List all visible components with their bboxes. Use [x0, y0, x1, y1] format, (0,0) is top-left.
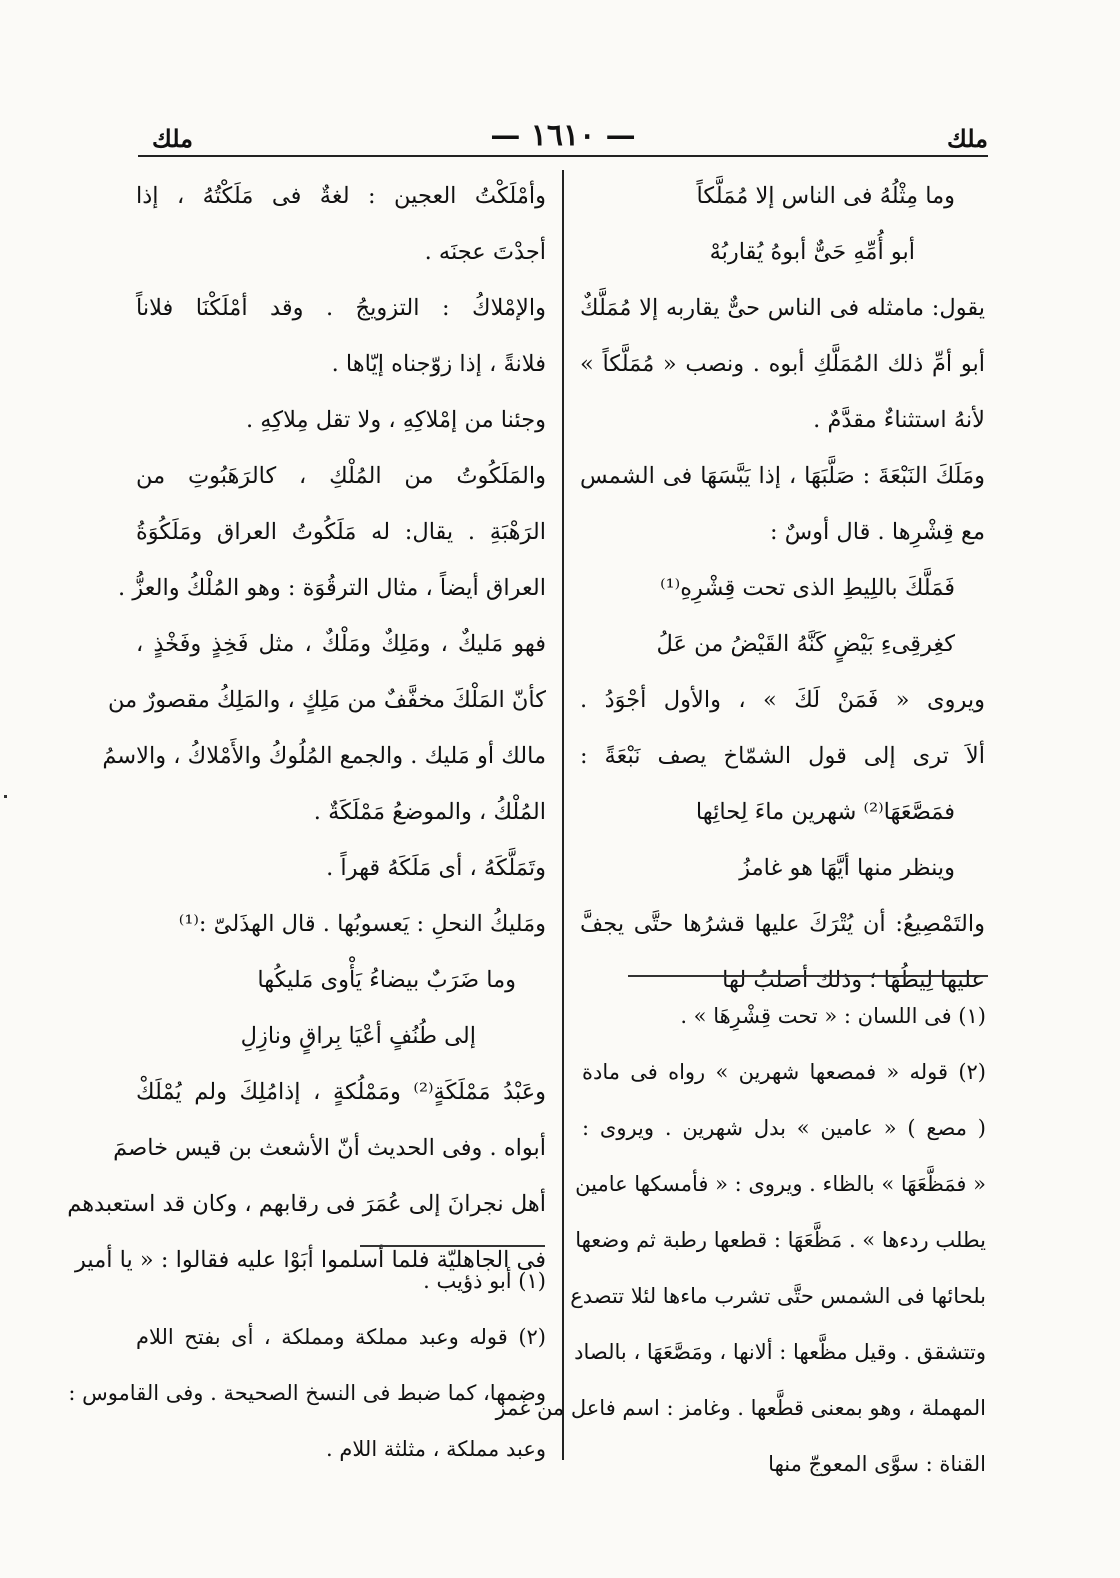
verse-line: وما ضَرَبٌ بيضاءُ يَأْوى مَليكُها: [257, 967, 516, 993]
text-line: عليها لِيطُهَا ؛ وذلك أصلبُ لها: [722, 967, 985, 993]
header-entry-word-right: ملك: [946, 124, 988, 153]
text-line: وعَبْدُ مَمْلَكَةٍ⁽²⁾ ومَمْلُكةٍ ، إذامُلِكَ ولم يُمْلَكْ: [136, 1079, 546, 1105]
footnote-line: (٢) قوله « فمصعها شهرين » رواه فى مادة: [582, 1060, 986, 1084]
verse-line: وما مِثْلُهُ فى الناس إلا مُمَلَّكاً: [696, 183, 955, 209]
footnote-line: وضمها، كما ضبط فى النسخ الصحيحة . وفى القاموس :: [68, 1381, 546, 1405]
text-line: أهل نجرانَ إلى عُمَرَ فى رقابهم ، وكان قد استعبدهم: [67, 1191, 546, 1217]
text-line: والتَمْصِيعُ: أن يُتْرَكَ عليها قشرُها حتَّى يجفَّ: [580, 911, 985, 937]
text-line: فلانةً ، إذا زوّجناه إيّاها .: [331, 351, 546, 377]
verse-line: كغِرقِىءِ بَيْضٍ كَنَّهُ القَيْضُ من عَلُ: [656, 631, 955, 657]
footnote-line: يطلب ردءها » . مَظَّعَهَا : قطعها رطبة ثم وضعها: [575, 1228, 986, 1252]
footnote-line: المهملة ، وهو بمعنى قطَّعها . وغامز : اسم فاعل من غمز: [495, 1396, 986, 1420]
footnote-line: (٢) قوله وعبد مملكة ومملكة ، أى بفتح اللام: [136, 1325, 546, 1349]
text-line: المُلْكُ ، والموضعُ مَمْلَكَةٌ .: [313, 799, 546, 825]
footnote-line: بلحائها فى الشمس حتَّى تشرب ماءها لئلا تتصدع: [570, 1284, 986, 1308]
text-line: وأمْلَكْتُ العجين : لغةٌ فى مَلَكْتُهُ ، إذا: [136, 183, 546, 209]
footnote-line: وعبد مملكة ، مثلثة اللام .: [326, 1437, 546, 1461]
left-column: [67, 168, 546, 1288]
verse-line: وينظر منها أيَّهَا هو غامزُ: [739, 855, 955, 881]
text-line: فى الجاهليّة فلما أسلموا أبَوْا عليه فقالوا : « يا أمير: [75, 1247, 546, 1273]
footnotes-right: [495, 990, 986, 1494]
column-divider: [562, 170, 564, 1460]
text-line: أبواه . وفى الحديث أنّ الأشعث بن قيس خاصمَ: [113, 1135, 546, 1161]
page-number: — ١٦١٠ —: [490, 118, 636, 153]
footnote-line: وتتشقق . وقيل مظَّعها : ألانها ، ومَصَّعَهَا ، بالصاد: [574, 1340, 986, 1364]
text-line: كأنّ المَلْكَ مخفَّفٌ من مَلِكٍ ، والمَلِكُ مقصورٌ من: [108, 687, 546, 713]
page-header: [138, 116, 988, 156]
footnotes-left: [68, 1255, 546, 1479]
text-line: ومَلَكَ النَبْعَةَ : صَلَّبَهَا ، إذا يَبَّسَهَا فى الشمس: [580, 463, 985, 489]
text-line: والإمْلاكُ : التزويجُ . وقد أمْلَكْنَا فلاناً: [136, 295, 546, 321]
footnote-line: (١) أبو ذؤيب .: [423, 1269, 546, 1293]
verse-line: إلى طُنُفٍ أعْيَا بِراقٍ ونازِلِ: [240, 1023, 476, 1049]
footnote-rule-left: [360, 1245, 545, 1247]
text-line: أبو أمِّ ذلك المُمَلَّكِ أبوه . ونصب « مُمَلَّكاً »: [580, 351, 985, 377]
footnote-line: القناة : سوَّى المعوجّ منها: [768, 1452, 986, 1476]
footnote-line: (١) فى اللسان : « تحت قِشْرِهَا » .: [680, 1004, 986, 1028]
text-line: ويروى « فَمَنْ لَكَ » ، والأول أجْوَدُ .: [580, 687, 985, 713]
text-line: وجئنا من إمْلاكِهِ ، ولا تقل مِلاكِهِ .: [245, 407, 546, 433]
text-line: مالك أو مَليك . والجمع المُلُوكُ والأَمْلاكُ ، والاسمُ: [102, 743, 546, 769]
text-line: أجدْتَ عجنَه .: [424, 239, 546, 265]
header-entry-word-left: ملك: [152, 124, 194, 153]
verse-line: فمَصَّعَهَا⁽²⁾ شهرين ماءَ لِحائِها: [695, 799, 955, 825]
right-column: [580, 168, 985, 1008]
text-line: ومَليكُ النحلِ : يَعسوبُها . قال الهذَلىّ :⁽¹⁾: [178, 911, 546, 937]
text-line: الرَهْبَةِ . يقال: له مَلَكُوتُ العراق ومَلَكُوَةُ: [136, 519, 546, 545]
text-line: العراق أيضاً ، مثال الترقُوَة : وهو المُلْكُ والعزُّ .: [118, 575, 546, 601]
footnote-rule-right: [628, 975, 988, 977]
footnote-line: ( مصع ) « عامين » بدل شهرين . ويروى :: [582, 1116, 986, 1140]
margin-speck: [4, 795, 7, 798]
text-line: لأنهُ استثناءٌ مقدَّمٌ .: [813, 407, 985, 433]
text-line: ألاَ ترى إلى قول الشمّاخ يصف نَبْعَةً :: [580, 743, 985, 769]
footnote-line: « فمَظَّعَهَا » بالظاء . ويروى : « فأمسكها عامين: [575, 1172, 986, 1196]
text-line: مع قِشْرِها . قال أوسٌ :: [769, 519, 985, 545]
text-line: يقول: مامثله فى الناس حىٌّ يقاربه إلا مُمَلَّكٌ: [580, 295, 985, 321]
text-line: والمَلَكُوتُ من المُلْكِ ، كالرَهَبُوتِ من: [136, 463, 546, 489]
header-rule: [138, 155, 988, 157]
verse-line: أبو أُمِّهِ حَىٌّ أبوهُ يُقاربُهْ: [709, 239, 915, 265]
verse-line: فَمَلَّكَ باللِيطِ الذى تحت قِشْرِهِ⁽¹⁾: [660, 575, 955, 601]
text-line: وتَمَلَّكَهُ ، أى مَلَكَهُ قهراً .: [326, 855, 546, 881]
text-line: فهو مَليكٌ ، ومَلِكٌ ومَلْكٌ ، مثل فَخِذٍ وفَخْذٍ ،: [136, 631, 546, 657]
